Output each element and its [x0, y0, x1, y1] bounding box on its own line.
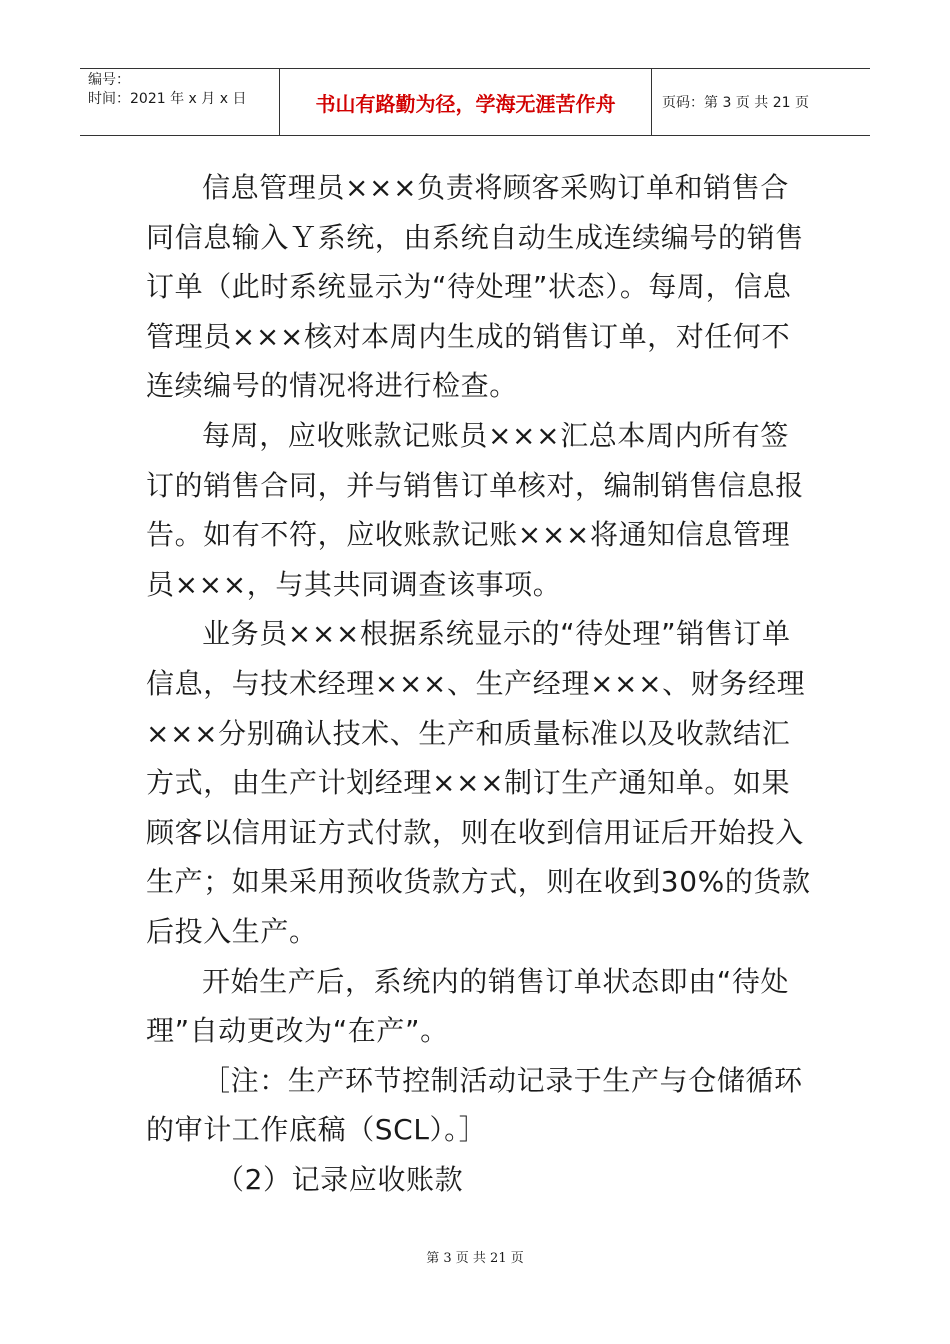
- header-meta: [80, 69, 280, 135]
- section-heading: （2）记录应收账款: [216, 1162, 464, 1196]
- paragraph: 信息管理员×××负责将顾客采购订单和销售合同信息输入Ｙ系统，由系统自动生成连续编号的销售订单（此时系统显示为“待处理”状态）。每周，信息管理员×××核对本周内生成的销售订单，对任何不连续编号的情况将进行检查。: [146, 171, 804, 403]
- page-info: 页码：第 3 页 共 21 页: [662, 95, 809, 111]
- page-header: [80, 68, 870, 136]
- note-paragraph: ［注：生产环节控制活动记录于生产与仓储循环的审计工作底稿（SCL）。］: [146, 1063, 803, 1147]
- header-motto-cell: [280, 69, 652, 135]
- paragraph: 每周，应收账款记账员×××汇总本周内所有签订的销售合同，并与销售订单核对，编制销售信息报告。如有不符，应收账款记账×××将通知信息管理员×××，与其共同调查该事项。: [146, 418, 804, 601]
- paragraph: 开始生产后，系统内的销售订单状态即由“待处理”自动更改为“在产”。: [146, 964, 790, 1048]
- document-time: 时间：2021 年 x 月 x 日: [88, 91, 247, 107]
- paragraph: 业务员×××根据系统显示的“待处理”销售订单信息，与技术经理×××、生产经理×××、财务经理×××分别确认技术、生产和质量标准以及收款结汇方式，由生产计划经理×××制订生产通知单。如果顾客以信用证方式付款，则在收到信用证后开始投入生产；如果采用预收货款方式，则在收到30%的货款后投入生产。: [146, 617, 811, 948]
- document-number: 编号：: [88, 72, 130, 88]
- header-page-info-cell: [652, 69, 870, 135]
- document-body: [146, 163, 816, 1204]
- motto: 书山有路勤为径，学海无涯苦作舟: [315, 91, 616, 116]
- page-footer: 第 3 页 共 21 页: [426, 1251, 524, 1266]
